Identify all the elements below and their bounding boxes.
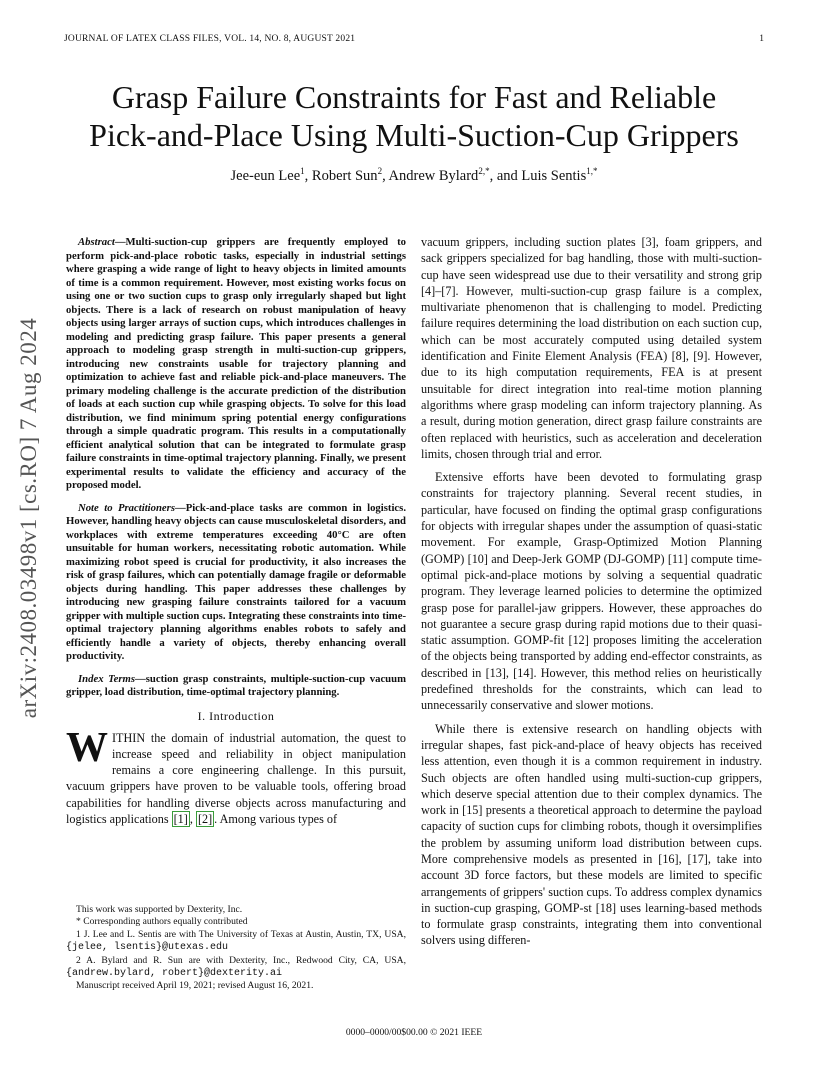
note-to-practitioners (66, 502, 406, 664)
title-line-1: Grasp Failure Constraints for Fast and Reliable (111, 79, 717, 115)
drop-cap: W (66, 724, 108, 771)
author-name: Jee-eun Lee (230, 167, 301, 184)
author-separator: , and (489, 167, 522, 184)
footnote-affiliation-1 (66, 929, 406, 955)
practitioners-text: —Pick-and-place tasks are common in logistics. However, handling heavy objects can cause musculoskeletal disorders, and workplaces with extreme temperatures exceeding 40°C are often unsuitable for human workers, necessitating robotic automation. While maximizing robot speed is crucial for productivity, it also increases the risk of grasp failures, which can potentially damage fragile or deformable objects during handling. This paper addresses these challenges by introducing new grasping failure constraints tailored for a vacuum gripper with multiple suction cups. Integrating these constraints into time-optimal trajectory planning algorithms enables robots to safely and efficiently handle a variety of objects, thereby enhancing overall productivity. (66, 501, 406, 662)
author-name: Luis Sentis (521, 167, 587, 184)
index-terms-label: Index Terms (78, 672, 136, 685)
citation-link[interactable]: [2] (197, 811, 213, 826)
author-affiliation-mark: 1,* (586, 166, 598, 176)
author-name: Robert Sun (311, 167, 378, 184)
index-terms (66, 673, 406, 700)
intro-text: , (189, 811, 196, 826)
footnotes (66, 904, 406, 993)
footnote-received: Manuscript received April 19, 2021; revised August 16, 2021. (76, 980, 314, 992)
abstract (66, 236, 406, 493)
author-name: Andrew Bylard (388, 167, 479, 184)
email-address: {andrew.bylard, robert}@dexterity.ai (66, 968, 283, 980)
intro-text: ITHIN the domain of industrial automation, the quest to increase speed and reliability in object manipulation remains a core engineering challenge. In this pursuit, vacuum grippers have proven to be valuable tools, offering broad capabilities for handling diverse objects across manufacturing and logistics applications (66, 730, 406, 826)
copyright-footer: 0000–0000/00$00.00 © 2021 IEEE (345, 1027, 483, 1038)
arxiv-identifier[interactable]: arXiv:2408.03498v1 [cs.RO] 7 Aug 2024 (16, 317, 41, 719)
citation-link[interactable]: [1] (173, 811, 188, 826)
intro-paragraph (66, 724, 406, 828)
section-heading: I. Introduction (197, 708, 275, 723)
title-line-2: Pick-and-Place Using Multi-Suction-Cup Grippers (89, 117, 739, 153)
author-affiliation-mark: 2 (377, 166, 383, 176)
author-affiliation-mark: 1 (300, 166, 305, 176)
practitioners-label: Note to Practitioners (78, 501, 175, 514)
intro-text: . Among various types of (214, 811, 338, 826)
author-separator: , (382, 167, 389, 184)
footnote-affiliation-2 (66, 955, 406, 981)
affiliation-text: 2 A. Bylard and R. Sun are with Dexterity, Inc., Redwood City, CA, USA, (76, 954, 406, 966)
page-number: 1 (759, 34, 764, 44)
body-paragraph: vacuum grippers, including suction plates [3], foam grippers, and sack grippers specialized for bag handling, those with multi-suction-cup have seen widespread use due to their versatility and strong grip [4]–[7]. However, multi-suction-cup grasp failure is a complex, multivariate phenomenon that is challenging to model. Predicting failure requires determining the load distribution on each suction cup, which can be most accurately computed using detailed system identification and Finite Element Analysis (FEA) [8], [9]. However, due to its high computation requirements, FEA is at present unsuitable for direct integration into real-time motion planning algorithms where grasp modeling can inform trajectory planning. As a result, during motion generation, direct grasp failure constraints are often replaced with heuristics, such as acceleration and deceleration limits, chosen through trial and error. (421, 235, 762, 461)
author-separator: , (304, 167, 312, 184)
body-paragraph: Extensive efforts have been devoted to formulating grasp constraints for trajectory planning. Several recent studies, in particular, have focused on finding the optimal grasp configurations for objects with irregular shapes under the assumption of quasi-static movement. For example, Grasp-Optimized Motion Planning (GOMP) [10] and Deep-Jerk GOMP (DJ-GOMP) [11] compute time-optimal pick-and-place motions by solving a sequential quadratic program. They leverage learned policies to determine the optimized grasp pose for parallel-jaw grippers. However, these approaches do not guarantee a secure grasp during rapid motions due to their quasi-static assumption. GOMP-fit [12] proposes limiting the acceleration of the objects being transported by adding end-effector constraints, as described in [13], [14]. However, this method relies on heuristically predefined thresholds for the constraints, which can lead to unnecessarily conservative and slower motions. (421, 470, 762, 713)
paper-title (60, 78, 768, 154)
right-column (421, 234, 762, 956)
footnote-support: This work was supported by Dexterity, Inc. (76, 904, 243, 915)
abstract-text: —Multi-suction-cup grippers are frequently employed to perform pick-and-place robotic tasks, especially in industrial settings where grasping a wide range of light to heavy objects in limited amounts of time is a common requirement. However, most existing works focus on using one or two suction cups to grasp only irregularly shaped but light objects. There is a lack of research on robust manipulation of heavy objects using larger arrays of suction cups, which introduces challenges in modeling and predicting grasp failure. This paper presents a general approach to modeling grasp strength in multi-suction-cup grippers, introducing new constraints usable for trajectory planning and optimization to achieve fast and reliable pick-and-place maneuvers. The primary modeling challenge is the accurate prediction of the distribution of loads at each suction cup while grasping objects. To solve for this load distribution, we find minimum spring potential energy configurations through a simple quadratic program. This results in a computationally efficient analytical solution that can be integrated to formulate grasp failure constraints in time-optimal trajectory planning. Finally, we present experimental results to validate the efficiency and accuracy of the proposed model. (66, 236, 406, 491)
body-paragraph: While there is extensive research on handling objects with irregular shapes, fast pick-and-place of heavy objects has received less attention, even though it is a common requirement in industry. Such objects are often handled using multi-suction-cup grippers, which deserve special attention due to their complex dynamics. The work in [15] presents a theoretical approach to determine the payload capacity of suction cups for climbing robots, though it oversimplifies the problem by assuming uniform load distribution between cups. More comprehensive models as presented in [16], [17], take into account 3D force factors, but these models are limited to specific arrangements of grippers' suction cups. To address complex dynamics in suction-cup grasping, GOMP-st [18] uses learning-based methods to formulate grasp constraints, integrating them into conventional solvers using differen- (421, 721, 762, 948)
index-terms-text: —suction grasp constraints, multiple-suction-cup vacuum gripper, load distribution, time-optimal trajectory planning. (66, 672, 406, 698)
email-address: {jelee, lsentis}@utexas.edu (66, 942, 229, 954)
left-column (66, 236, 406, 827)
abstract-label: Abstract (78, 236, 115, 248)
abstract-block (66, 236, 406, 700)
footnote-corresponding: * Corresponding authors equally contributed (76, 916, 248, 928)
arxiv-sidebar (14, 288, 44, 748)
author-list (60, 166, 768, 185)
affiliation-text: 1 J. Lee and L. Sentis are with The University of Texas at Austin, Austin, TX, USA, (76, 928, 406, 940)
author-affiliation-mark: 2,* (478, 166, 490, 176)
running-header: JOURNAL OF LATEX CLASS FILES, VOL. 14, NO. 8, AUGUST 2021 (64, 34, 356, 44)
